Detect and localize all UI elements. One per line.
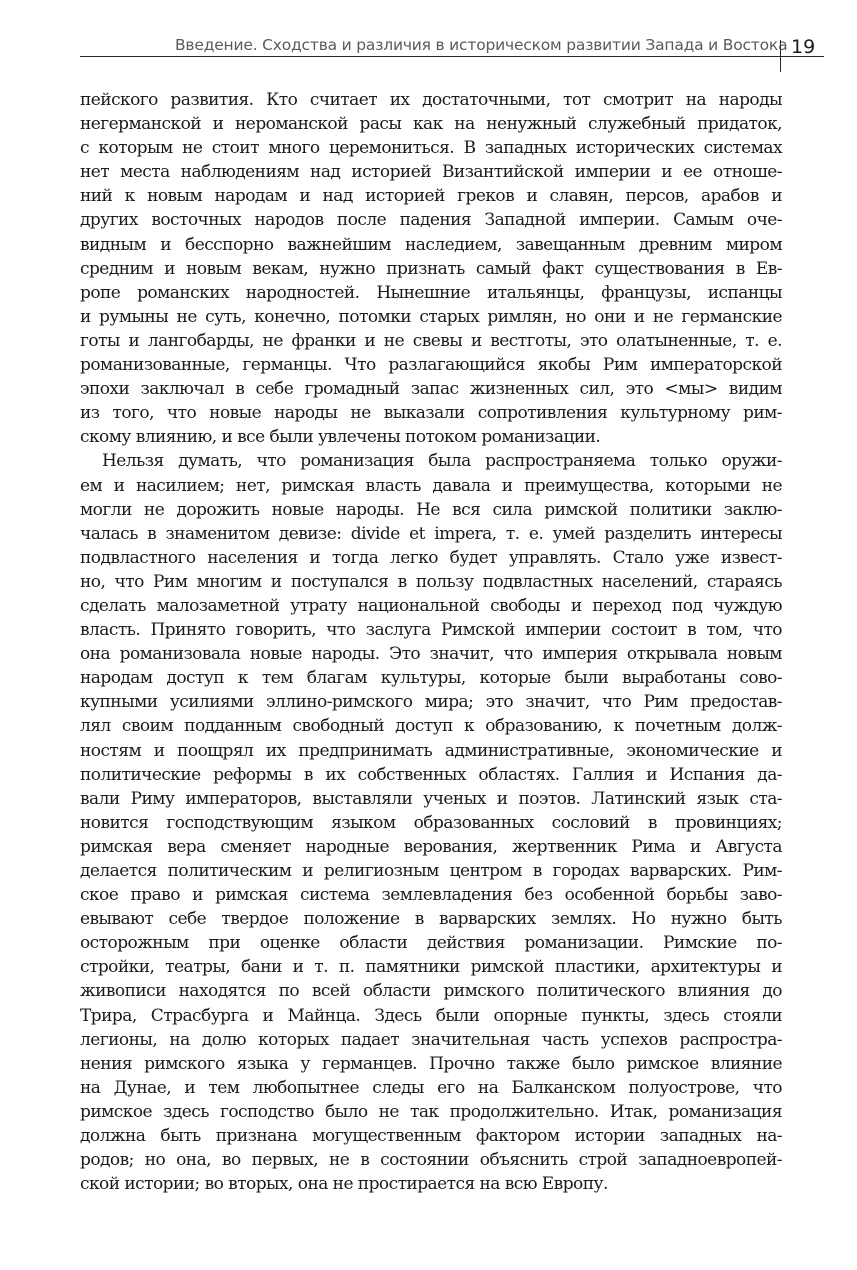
text-line: вали Риму императоров, выставляли ученых и поэтов. Латинский язык ста- — [80, 788, 782, 809]
text-line: из того, что новые народы не выказали сопротивления культурному рим- — [80, 403, 782, 424]
text-line: она романизовала новые народы. Это значит, что империя открывала новым — [80, 644, 782, 665]
header-divider — [780, 40, 781, 72]
text-line: ропе романских народностей. Нынешние итальянцы, французы, испанцы — [80, 282, 782, 303]
text-line: власть. Принято говорить, что заслуга Римской империи состоит в том, что — [80, 620, 782, 641]
text-line: купными усилиями эллино-римского мира; это значит, что Рим предостав- — [80, 692, 782, 713]
paragraph — [80, 449, 782, 1196]
text-line: евывают себе твердое положение в варварских землях. Но нужно быть — [80, 909, 782, 930]
text-line: средним и новым векам, нужно признать самый факт существования в Ев- — [80, 258, 782, 279]
text-line: но, что Рим многим и поступался в пользу подвластных населений, стараясь — [80, 571, 782, 592]
text-line: новится господствующим языком образованных сословий в провинциях; — [80, 812, 782, 833]
text-line: чалась в знаменитом девизе: divide et impera, т. е. умей разделить интересы — [80, 523, 782, 544]
text-line: нет места наблюдениям над историей Византийской империи и ее отноше- — [80, 162, 782, 183]
text-line: негерманской и нероманской расы как на ненужный служебный придаток, — [80, 114, 782, 135]
header-rule — [80, 56, 824, 57]
text-line: народам доступ к тем благам культуры, которые были выработаны сово- — [80, 668, 782, 689]
text-line: эпохи заключал в себе громадный запас жизненных сил, это <мы> видим — [80, 379, 782, 400]
text-line: стройки, театры, бани и т. п. памятники римской пластики, архитектуры и — [80, 957, 782, 978]
text-line: пейского развития. Кто считает их достаточными, тот смотрит на народы — [80, 90, 782, 110]
text-line: осторожным при оценке области действия романизации. Римские по- — [80, 933, 782, 954]
text-line: политические реформы в их собственных областях. Галлия и Испания да- — [80, 764, 782, 785]
text-line: сделать малозаметной утрату национальной свободы и переход под чуждую — [80, 595, 782, 616]
running-header-title: Введение. Сходства и различия в историческом развитии Запада и Востока — [175, 36, 788, 54]
paragraph — [80, 88, 782, 449]
text-line: романизованные, германцы. Что разлагающийся якобы Рим императорской — [80, 355, 782, 376]
text-line: подвластного населения и тогда легко будет управлять. Стало уже извест- — [80, 547, 782, 568]
text-line: на Дунае, и тем любопытнее следы его на Балканском полуострове, что — [80, 1077, 782, 1098]
text-line: Нельзя думать, что романизация была распространяема только оружи- — [102, 451, 782, 472]
text-line: других восточных народов после падения Западной империи. Самым оче- — [80, 210, 782, 231]
text-line: лял своим подданным свободный доступ к образованию, к почетным долж- — [80, 716, 782, 737]
text-line: могли не дорожить новые народы. Не вся сила римской политики заклю- — [80, 499, 782, 520]
text-line: живописи находятся по всей области римского политического влияния до — [80, 981, 782, 1002]
text-line: римская вера сменяет народные верования, жертвенник Рима и Августа — [80, 836, 782, 857]
body-text — [80, 88, 782, 1196]
text-line: должна быть признана могущественным фактором истории западных на- — [80, 1126, 782, 1147]
text-line: ское право и римская система землевладения без особенной борьбы заво- — [80, 885, 782, 906]
text-line: римское здесь господство было не так продолжительно. Итак, романизация — [80, 1101, 782, 1122]
text-line: делается политическим и религиозным центром в городах варварских. Рим- — [80, 861, 782, 881]
page-number: 19 — [791, 36, 816, 58]
text-line: нения римского языка у германцев. Прочно также было римское влияние — [80, 1053, 782, 1074]
text-line: легионы, на долю которых падает значительная часть успехов распростра- — [80, 1029, 782, 1050]
text-line: ностям и поощрял их предпринимать административные, экономические и — [80, 740, 782, 761]
text-line: родов; но она, во первых, не в состоянии объяснить строй западноевропей- — [80, 1150, 782, 1171]
text-line: Трира, Страсбурга и Майнца. Здесь были опорные пункты, здесь стояли — [80, 1005, 782, 1026]
text-line: ний к новым народам и над историей греков и славян, персов, арабов и — [80, 186, 782, 207]
text-line: и румыны не суть, конечно, потомки старых римлян, но они и не германские — [80, 306, 782, 327]
text-line: ской истории; во вторых, она не простирается на всю Европу. — [80, 1174, 608, 1195]
text-line: с которым не стоит много церемониться. В западных исторических системах — [80, 138, 782, 159]
text-line: видным и бесспорно важнейшим наследием, завещанным древним миром — [80, 234, 782, 255]
text-line: ем и насилием; нет, римская власть давала и преимущества, которыми не — [80, 475, 782, 496]
text-line: скому влиянию, и все были увлечены потоком романизации. — [80, 427, 601, 448]
text-line: готы и лангобарды, не франки и не свевы и вестготы, это олатыненные, т. е. — [80, 330, 782, 351]
